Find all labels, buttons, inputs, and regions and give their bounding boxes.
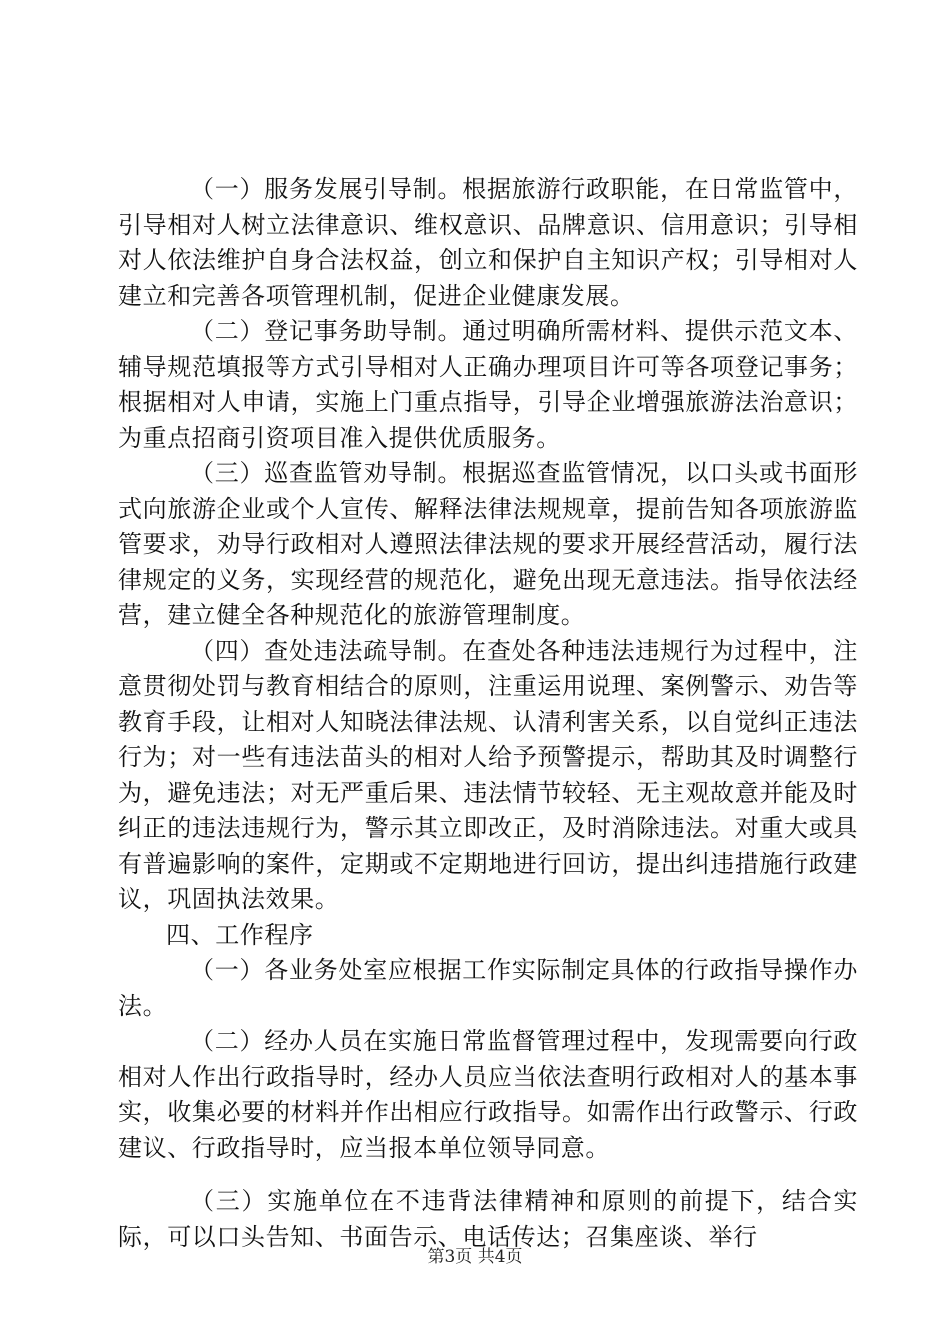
section-heading: 四、工作程序 [166,920,314,949]
paragraph-violation-guidance: （四）查处违法疏导制。在查处各种违法违规行为过程中，注意贯彻处罚与教育相结合的原则，注重运用说理、案例警示、劝告等教育手段，让相对人知晓法律法规、认清利害关系，以自觉纠正违法行为；对一些有违法苗头的相对人给予预警提示，帮助其及时调整行为，避免违法；对无严重后果、违法情节较轻、无主观故意并能及时纠正的违法违规行为，警示其立即改正，及时消除违法。对重大或具有普遍影响的案件，定期或不定期地进行回访，提出纠违措施行政建议，巩固执法效果。 [118,636,858,913]
procedure-paragraph-3: （三）实施单位在不违背法律精神和原则的前提下，结合实际，可以口头告知、书面告示、电话传达；召集座谈、举行 [118,1187,858,1251]
page-footer [0,1246,950,1268]
paragraph-registration-guidance: （二）登记事务助导制。通过明确所需材料、提供示范文本、辅导规范填报等方式引导相对人正确办理项目许可等各项登记事务；根据相对人申请，实施上门重点指导，引导企业增强旅游法治意识；为重点招商引资项目准入提供优质服务。 [118,317,858,452]
paragraph-inspection-guidance: （三）巡查监管劝导制。根据巡查监管情况，以口头或书面形式向旅游企业或个人宣传、解释法律法规规章，提前告知各项旅游监管要求，劝导行政相对人遵照法律法规的要求开展经营活动，履行法律规定的义务，实现经营的规范化，避免出现无意违法。指导依法经营，建立健全各种规范化的旅游管理制度。 [118,459,858,629]
document-body [118,172,858,1255]
procedure-paragraph-1: （一）各业务处室应根据工作实际制定具体的行政指导操作办法。 [118,956,858,1020]
paragraph-service-guidance: （一）服务发展引导制。根据旅游行政职能，在日常监管中，引导相对人树立法律意识、维权意识、品牌意识、信用意识；引导相对人依法维护自身合法权益，创立和保护自主知识产权；引导相对人建立和完善各项管理机制，促进企业健康发展。 [118,175,858,310]
page-number-label: 第3页 共4页 [427,1247,523,1267]
procedure-paragraph-2: （二）经办人员在实施日常监督管理过程中，发现需要向行政相对人作出行政指导时，经办人员应当依法查明行政相对人的基本事实，收集必要的材料并作出相应行政指导。如需作出行政警示、行政建议、行政指导时，应当报本单位领导同意。 [118,1027,858,1162]
